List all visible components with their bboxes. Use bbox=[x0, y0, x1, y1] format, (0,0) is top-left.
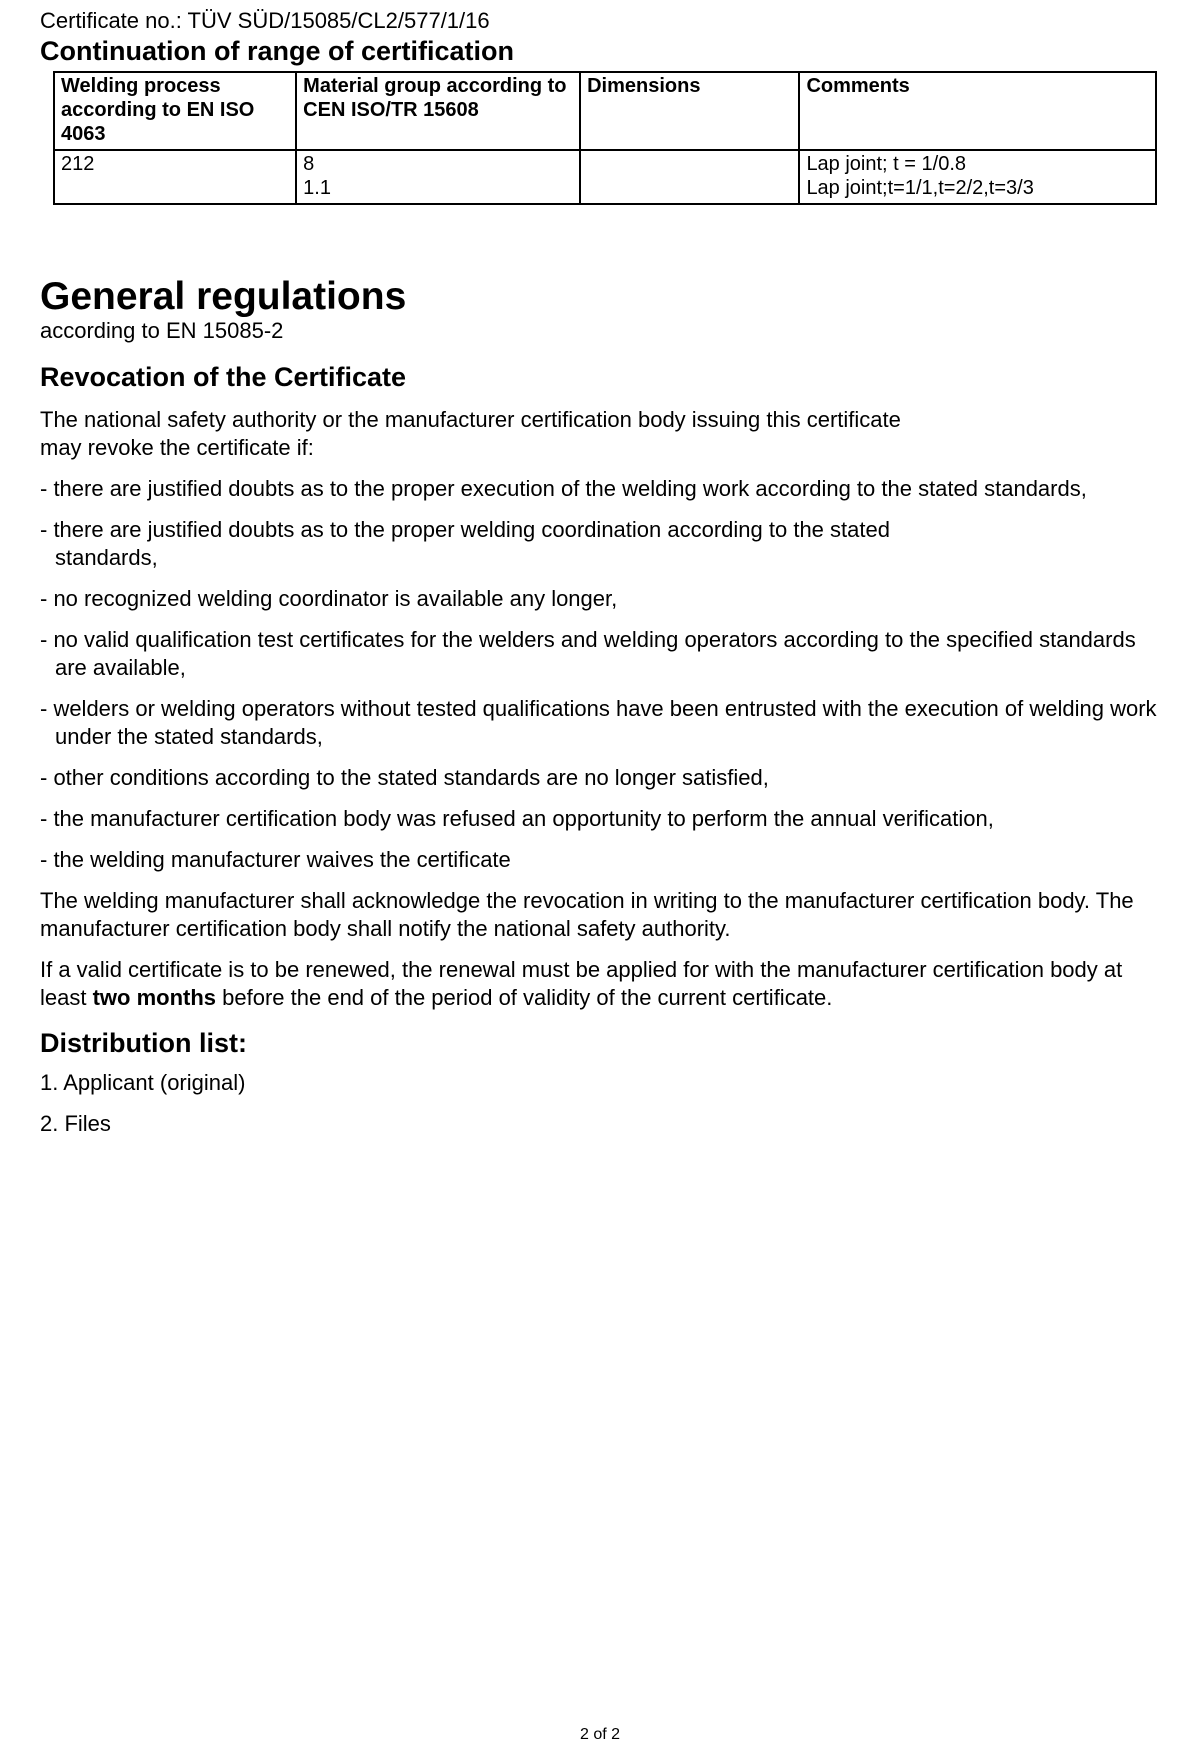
comment-line: Lap joint;t=1/1,t=2/2,t=3/3 bbox=[806, 177, 1034, 199]
acknowledge-paragraph: The welding manufacturer shall acknowledge the revocation in writing to the manufacturer certification body. The manufacturer certification body shall notify the national safety authority. bbox=[40, 888, 1134, 941]
renewal-text-after: before the end of the period of validity of the current certificate. bbox=[216, 985, 833, 1010]
revocation-conditions-list bbox=[40, 475, 1160, 874]
cell-comments bbox=[799, 150, 1156, 204]
revocation-title: Revocation of the Certificate bbox=[40, 362, 407, 392]
list-item: - the welding manufacturer waives the certificate bbox=[40, 847, 511, 872]
renewal-text-before: If a valid certificate is to be renewed, the renewal must be applied for with the manufacturer certification body at least bbox=[40, 957, 1123, 1010]
list-item: - welders or welding operators without tested qualifications have been entrusted with the execution of welding work under the stated standards, bbox=[40, 696, 1157, 749]
page-number: 2 of 2 bbox=[579, 1726, 621, 1743]
cell-material-groups bbox=[296, 150, 580, 204]
list-item: - other conditions according to the stated standards are no longer satisfied, bbox=[40, 765, 769, 790]
list-item: - there are justified doubts as to the proper execution of the welding work according to the stated standards, bbox=[40, 476, 1087, 501]
list-item: 2. Files bbox=[40, 1111, 111, 1136]
table-header-row bbox=[54, 72, 1156, 150]
column-header-comments: Comments bbox=[799, 72, 1156, 150]
distribution-title: Distribution list: bbox=[40, 1028, 247, 1058]
list-item: - the manufacturer certification body was refused an opportunity to perform the annual verification, bbox=[40, 806, 994, 831]
cell-dimensions bbox=[580, 150, 799, 204]
table-row bbox=[54, 150, 1156, 204]
column-header-welding-process: Welding process according to EN ISO 4063 bbox=[54, 72, 296, 150]
list-item: - no valid qualification test certificates for the welders and welding operators according to the specified standards are available, bbox=[40, 627, 1136, 680]
list-item: - there are justified doubts as to the proper welding coordination according to the stated standards, bbox=[40, 517, 890, 570]
column-header-material-group: Material group according to CEN ISO/TR 15608 bbox=[296, 72, 580, 150]
renewal-paragraph bbox=[40, 956, 1160, 1012]
range-table bbox=[53, 71, 1157, 205]
material-group-value: 8 bbox=[303, 153, 315, 175]
cell-process: 212 bbox=[54, 150, 296, 204]
list-item: 1. Applicant (original) bbox=[40, 1070, 246, 1095]
column-header-dimensions: Dimensions bbox=[580, 72, 799, 150]
list-item: - no recognized welding coordinator is available any longer, bbox=[40, 586, 618, 611]
distribution-list bbox=[40, 1069, 1160, 1138]
continuation-title: Continuation of range of certification bbox=[40, 36, 514, 66]
revocation-intro: The national safety authority or the manufacturer certification body issuing this certificate may revoke the certificate if: bbox=[40, 407, 901, 460]
comment-line: Lap joint; t = 1/0.8 bbox=[806, 153, 966, 175]
material-group-value: 1.1 bbox=[303, 177, 331, 199]
renewal-emphasis: two months bbox=[92, 985, 217, 1010]
general-regulations-subtitle: according to EN 15085-2 bbox=[40, 318, 284, 343]
certificate-page bbox=[40, 8, 1160, 1151]
certificate-number: Certificate no.: TÜV SÜD/15085/CL2/577/1/16 bbox=[40, 8, 490, 33]
general-regulations-title: General regulations bbox=[40, 275, 407, 318]
